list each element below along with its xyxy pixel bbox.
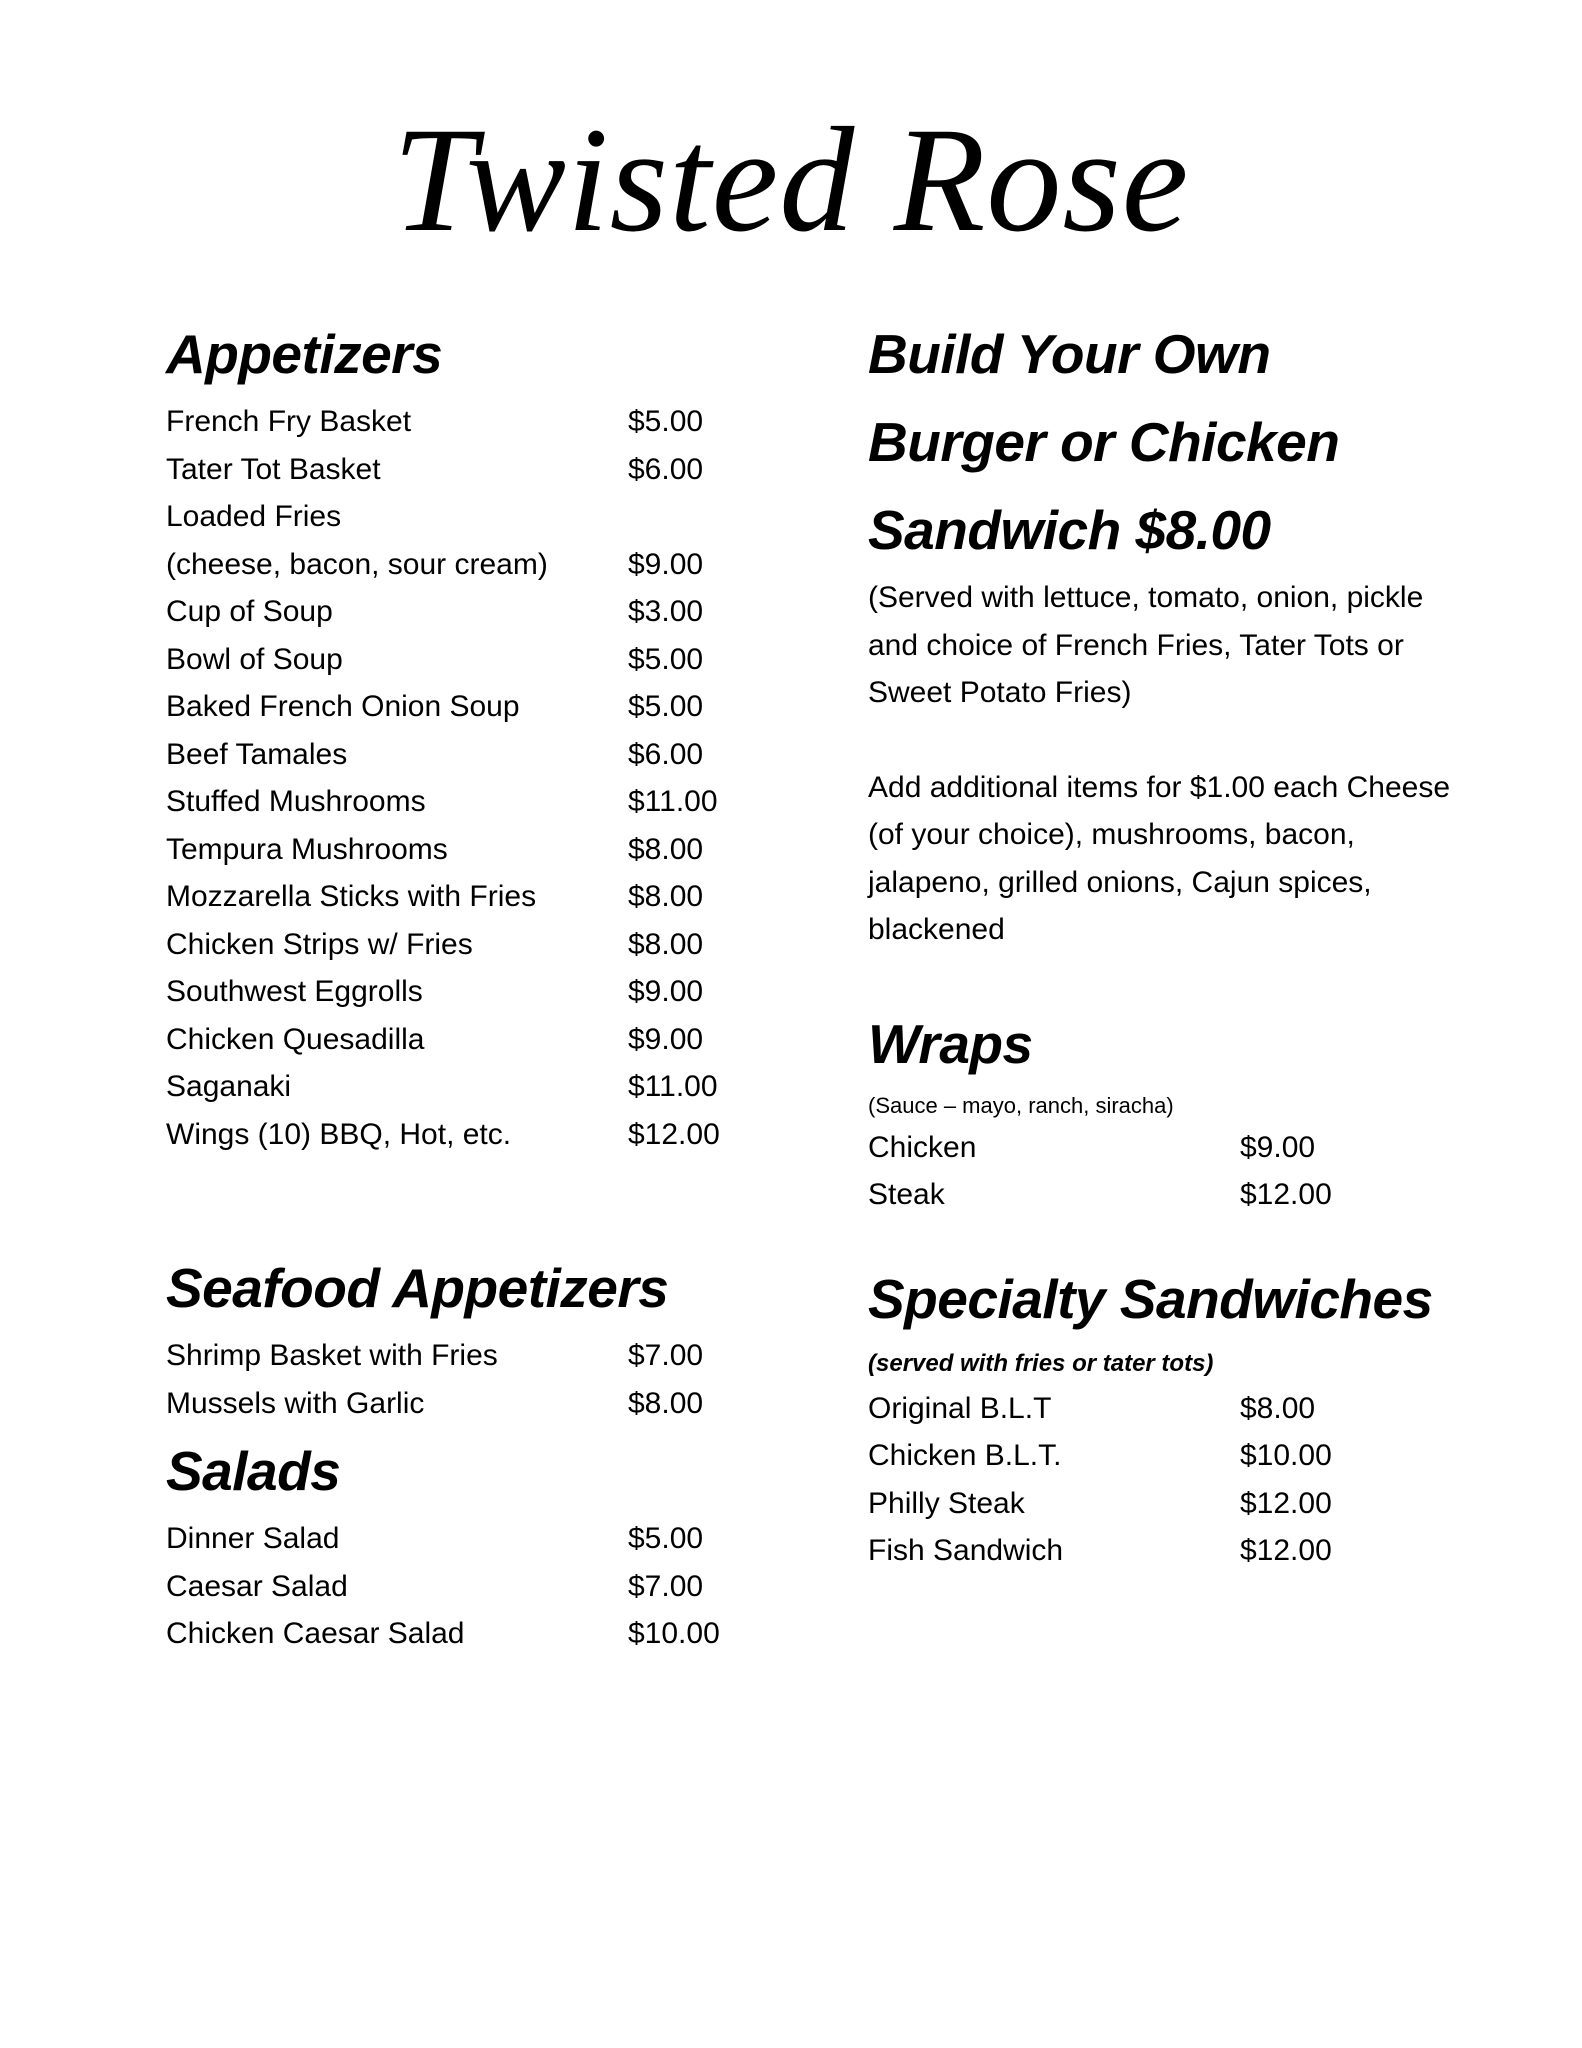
menu-item — [166, 731, 786, 779]
build-your-own-served-with: (Served with lettuce, tomato, onion, pickle and choice of French Fries, Tater Tots or Sweet Potato Fries) — [868, 581, 1424, 709]
menu-item — [166, 778, 786, 826]
build-your-own-heading-line2: Burger or Chicken — [868, 411, 1340, 473]
menu-item — [166, 1016, 786, 1064]
menu-item — [166, 588, 786, 636]
menu-item-price: $10.00 — [628, 1617, 720, 1650]
menu-item-price: $8.00 — [628, 1386, 704, 1420]
menu-item — [868, 1171, 1508, 1219]
menu-item-price: $8.00 — [1240, 1391, 1316, 1425]
specialty-note: (served with fries or tater tots) — [868, 1349, 1214, 1377]
salads-list — [166, 1515, 786, 1658]
menu-item-name: Southwest Eggrolls — [166, 975, 423, 1008]
menu-item-price: $11.00 — [628, 785, 718, 818]
menu-item — [166, 683, 786, 731]
menu-item-name: Caesar Salad — [166, 1569, 348, 1603]
menu-item-name: Cup of Soup — [166, 595, 333, 628]
menu-item-name: Beef Tamales — [166, 737, 348, 771]
menu-item-name: Bowl of Soup — [166, 642, 343, 676]
menu-item-name: Tempura Mushrooms — [166, 832, 448, 866]
appetizers-list — [166, 398, 786, 1158]
menu-item — [868, 1432, 1508, 1480]
menu-item — [166, 1563, 786, 1611]
menu-item-price: $8.00 — [628, 832, 704, 866]
menu-item — [868, 1527, 1508, 1575]
menu-item-price: $3.00 — [628, 595, 704, 628]
menu-item-name: Shrimp Basket with Fries — [166, 1339, 498, 1372]
menu-item — [166, 826, 786, 874]
menu-item — [868, 1385, 1508, 1433]
menu-item-price: $7.00 — [628, 1569, 704, 1603]
seafood-heading: Seafood Appetizers — [166, 1257, 669, 1319]
menu-item-price: $11.00 — [628, 1070, 718, 1103]
menu-item — [166, 1063, 786, 1111]
menu-item-price: $6.00 — [628, 737, 704, 771]
menu-item-name: (cheese, bacon, sour cream) — [166, 547, 548, 581]
menu-item-price: $7.00 — [628, 1339, 704, 1372]
salads-heading: Salads — [166, 1440, 341, 1502]
menu-item-price: $12.00 — [1240, 1178, 1332, 1211]
menu-item — [166, 1610, 786, 1658]
wraps-note: (Sauce – mayo, ranch, siracha) — [868, 1092, 1174, 1118]
menu-item — [166, 1515, 786, 1563]
page-title: Twisted Rose — [392, 97, 1190, 263]
menu-item — [166, 493, 786, 541]
menu-item-name: French Fry Basket — [166, 405, 412, 438]
menu-item — [868, 1124, 1508, 1172]
menu-item — [166, 921, 786, 969]
menu-item — [166, 541, 786, 589]
menu-item-name: Stuffed Mushrooms — [166, 785, 426, 818]
build-your-own-heading-line1: Build Your Own — [868, 323, 1271, 385]
menu-item — [166, 1380, 786, 1428]
build-your-own-heading-line3: Sandwich $8.00 — [868, 499, 1271, 561]
menu-item-name: Loaded Fries — [166, 500, 342, 533]
menu-item-price: $9.00 — [628, 975, 704, 1008]
menu-item-price: $12.00 — [1240, 1486, 1332, 1520]
menu-item-name: Mozzarella Sticks with Fries — [166, 880, 537, 913]
menu-item-name: Original B.L.T — [868, 1391, 1052, 1425]
menu-item — [166, 446, 786, 494]
menu-item-name: Philly Steak — [868, 1486, 1025, 1520]
menu-item-price: $9.00 — [628, 1022, 704, 1056]
menu-item-price: $9.00 — [628, 547, 704, 581]
menu-item-price: $8.00 — [628, 880, 704, 913]
menu-item — [166, 1111, 786, 1159]
menu-item-name: Baked French Onion Soup — [166, 690, 520, 723]
menu-item-price: $5.00 — [628, 1522, 704, 1555]
menu-item-name: Dinner Salad — [166, 1522, 340, 1555]
menu-item-name: Wings (10) BBQ, Hot, etc. — [166, 1117, 512, 1151]
menu-item-price: $10.00 — [1240, 1439, 1332, 1472]
specialty-list — [868, 1385, 1508, 1575]
menu-item-name: Fish Sandwich — [868, 1534, 1064, 1567]
menu-item-name: Chicken Strips w/ Fries — [166, 927, 473, 961]
menu-item-price: $12.00 — [628, 1117, 720, 1151]
menu-item — [868, 1480, 1508, 1528]
menu-item — [166, 1332, 786, 1380]
menu-item-price: $5.00 — [628, 690, 704, 723]
menu-item-name: Chicken — [868, 1130, 977, 1164]
build-your-own-add-items: Add additional items for $1.00 each Cheese (of your choice), mushrooms, bacon, jalapeno, grilled onions, Cajun spices, blackened — [868, 770, 1451, 946]
build-your-own-heading — [868, 310, 1508, 574]
appetizers-heading: Appetizers — [166, 323, 443, 385]
left-column — [166, 310, 786, 1658]
wraps-heading: Wraps — [868, 1012, 1033, 1075]
menu-item — [166, 636, 786, 684]
menu-item-name: Saganaki — [166, 1070, 292, 1103]
menu-item — [166, 968, 786, 1016]
menu-item — [166, 873, 786, 921]
menu-item-price: $6.00 — [628, 452, 704, 486]
menu-item-name: Chicken Quesadilla — [166, 1022, 425, 1056]
wraps-list — [868, 1124, 1508, 1219]
right-column — [868, 310, 1508, 1575]
menu-item-price: $8.00 — [628, 927, 704, 961]
menu-item-name: Tater Tot Basket — [166, 452, 381, 486]
menu-item-price: $5.00 — [628, 405, 704, 438]
menu-item-name: Steak — [868, 1178, 945, 1211]
menu-item-price: $9.00 — [1240, 1130, 1316, 1164]
specialty-heading: Specialty Sandwiches — [868, 1267, 1433, 1330]
menu-item-name: Mussels with Garlic — [166, 1386, 425, 1420]
seafood-list — [166, 1332, 786, 1427]
menu-item — [166, 398, 786, 446]
menu-item-name: Chicken Caesar Salad — [166, 1617, 465, 1650]
menu-item-price: $5.00 — [628, 642, 704, 676]
menu-item-price: $12.00 — [1240, 1534, 1332, 1567]
menu-item-name: Chicken B.L.T. — [868, 1439, 1062, 1472]
